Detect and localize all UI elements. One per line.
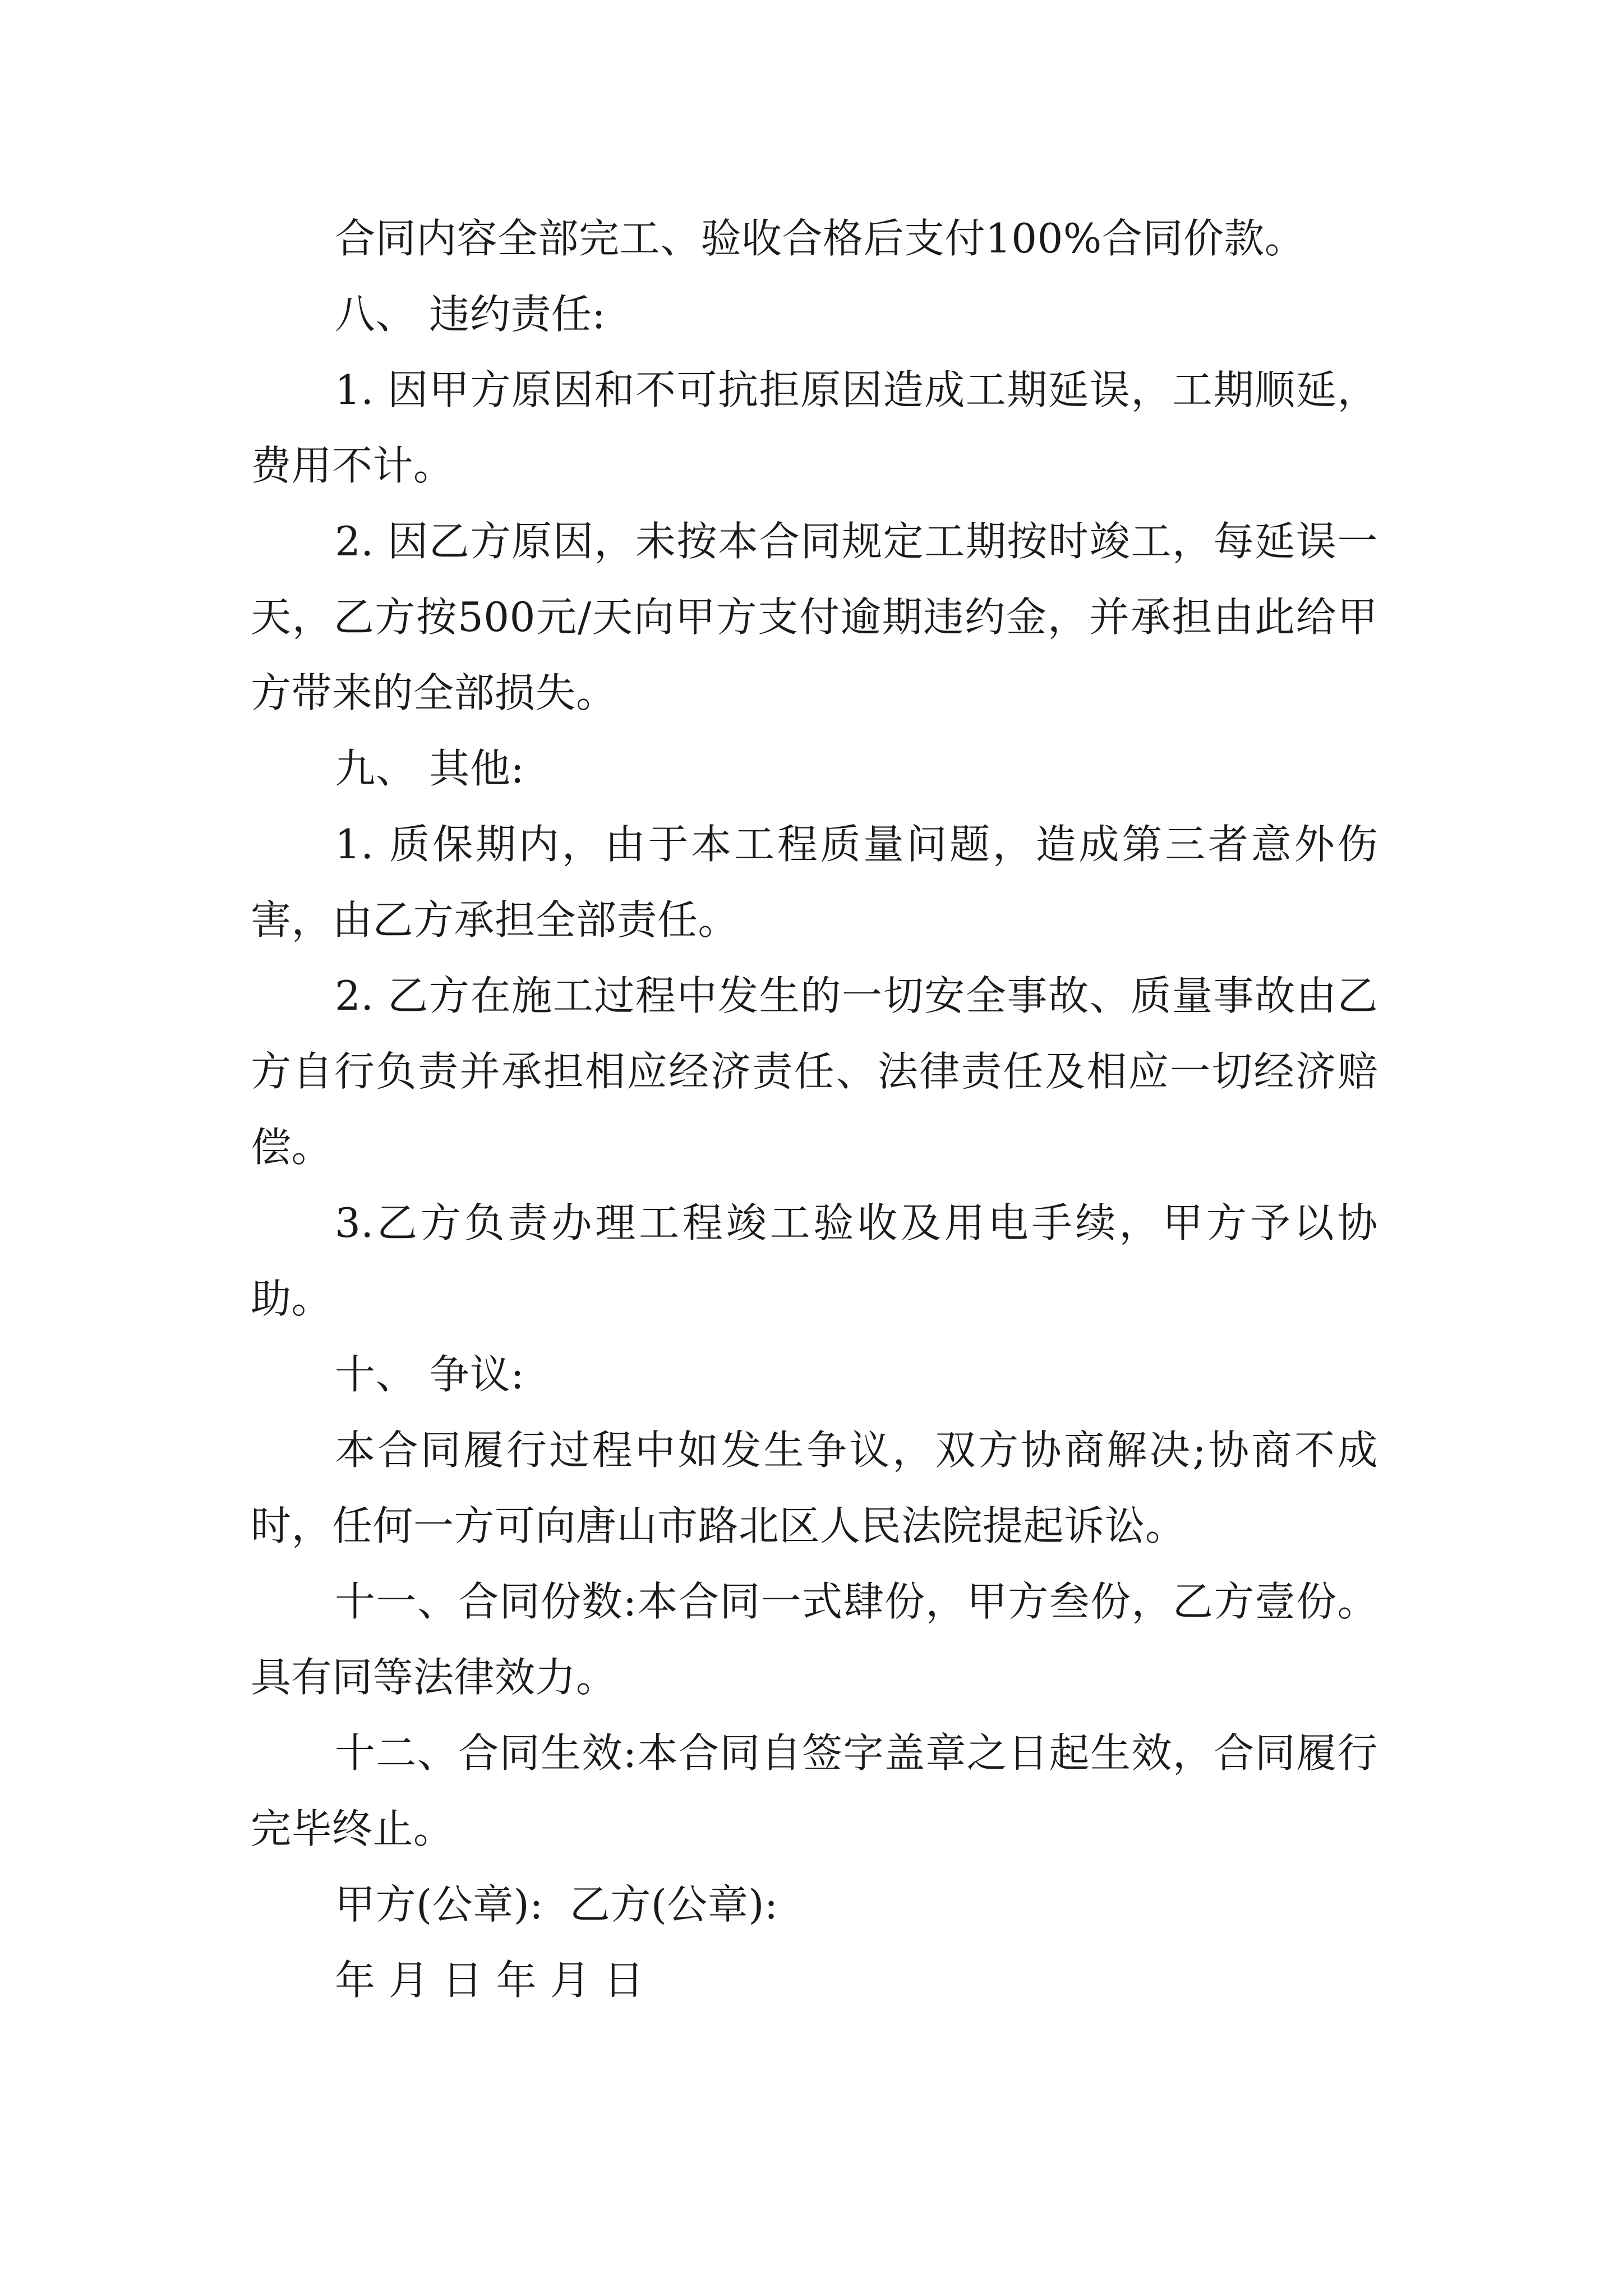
contract-body — [251, 201, 1378, 2018]
section-heading-dispute: 十、 争议: — [335, 1351, 525, 1398]
other-clause-3: 3.乙方负责办理工程竣工验收及用电手续，甲方予以协助。 — [251, 1199, 1378, 1322]
date-line: 年 月 日 年 月 日 — [335, 1957, 644, 2004]
signature-line — [251, 1867, 1378, 1943]
copies-clause: 十一、合同份数:本合同一式肆份，甲方叁份，乙方壹份。具有同等法律效力。 — [251, 1578, 1378, 1701]
breach-clause-2: 2. 因乙方原因，未按本合同规定工期按时竣工，每延误一天，乙方按500元/天向甲方支付逾期违约金，并承担由此给甲方带来的全部损失。 — [251, 518, 1378, 716]
other-clause-2: 2. 乙方在施工过程中发生的一切安全事故、质量事故由乙方自行负责并承担相应经济责任、法律责任及相应一切经济赔偿。 — [251, 972, 1378, 1171]
section-heading-other: 九、 其他: — [335, 745, 525, 792]
section-heading-breach: 八、 违约责任: — [335, 291, 606, 338]
breach-clause-1: 1. 因甲方原因和不可抗拒原因造成工期延误，工期顺延，费用不计。 — [251, 366, 1378, 489]
payment-clause: 合同内容全部完工、验收合格后支付100%合同价款。 — [335, 215, 1306, 262]
other-clause-1: 1. 质保期内，由于本工程质量问题，造成第三者意外伤害，由乙方承担全部责任。 — [251, 821, 1378, 944]
party-a-seal-label: 甲方(公章): — [335, 1881, 543, 1928]
effective-clause: 十二、合同生效:本合同自签字盖章之日起生效，合同履行完毕终止。 — [251, 1729, 1378, 1852]
party-b-seal-label: 乙方(公章): — [569, 1881, 778, 1928]
dispute-clause: 本合同履行过程中如发生争议，双方协商解决;协商不成时，任何一方可向唐山市路北区人民法院提起诉讼。 — [251, 1427, 1378, 1549]
